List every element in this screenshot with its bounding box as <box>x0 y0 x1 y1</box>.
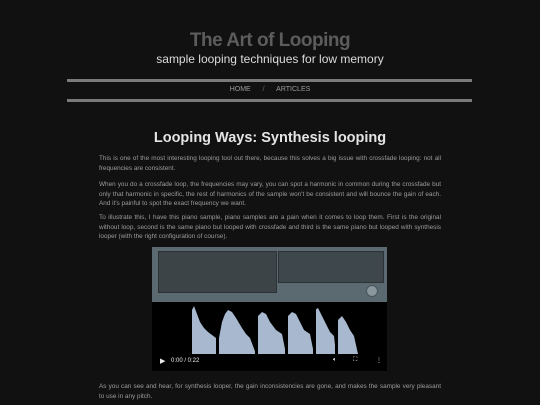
waveform-display <box>152 302 387 354</box>
video-controls <box>152 351 387 371</box>
plugin-knob <box>366 285 378 297</box>
site-subtitle: sample looping techniques for low memory <box>156 52 384 66</box>
article-paragraph: As you can see and hear, for synthesis looper, the gain inconsistencies are gone, and makes the sample very pleasant to use in any pitch. <box>99 383 441 400</box>
plugin-display-left <box>158 251 277 293</box>
nav-top-rule <box>67 79 472 82</box>
article-title: Looping Ways: Synthesis looping <box>153 130 387 146</box>
video-player[interactable] <box>152 247 387 371</box>
nav-bottom-rule <box>67 99 472 102</box>
plugin-display-right <box>278 251 384 283</box>
more-options-icon[interactable]: ⋮ <box>376 358 382 364</box>
video-frame-plugin-ui <box>152 247 387 302</box>
main-nav <box>0 86 540 93</box>
fullscreen-icon[interactable]: ⛶ <box>353 357 358 363</box>
article-paragraph: When you do a crossfade loop, the frequencies may vary, you can spot a harmonic in common during the crossfade but only that harmonic in specific, the rest of harmonics of the sample won't be consistent and will bounce the gain of each. And it's painful to spot the exact frequency we want. <box>99 181 441 207</box>
nav-home-link[interactable]: HOME <box>229 86 251 93</box>
video-time: 0:00 / 0:22 <box>171 358 200 364</box>
article-paragraph: This is one of the most interesting looping tool out there, because this solves a big issue with crossfade looping: not all frequencies are consistent. <box>99 155 441 172</box>
site-title: The Art of Looping <box>189 30 351 51</box>
article-paragraph: To illustrate this, I have this piano sample, piano samples are a pain when it comes to loop them. First is the original without loop, second is the same piano but looped with crossfade and third is the same piano but looped with synthesis looper (with the right configuration of course). <box>99 214 441 240</box>
nav-articles-link[interactable]: ARTICLES <box>276 86 311 93</box>
play-icon[interactable]: ▶ <box>160 358 166 365</box>
volume-icon[interactable]: 🔈︎ <box>333 357 337 363</box>
nav-separator: / <box>262 86 265 93</box>
